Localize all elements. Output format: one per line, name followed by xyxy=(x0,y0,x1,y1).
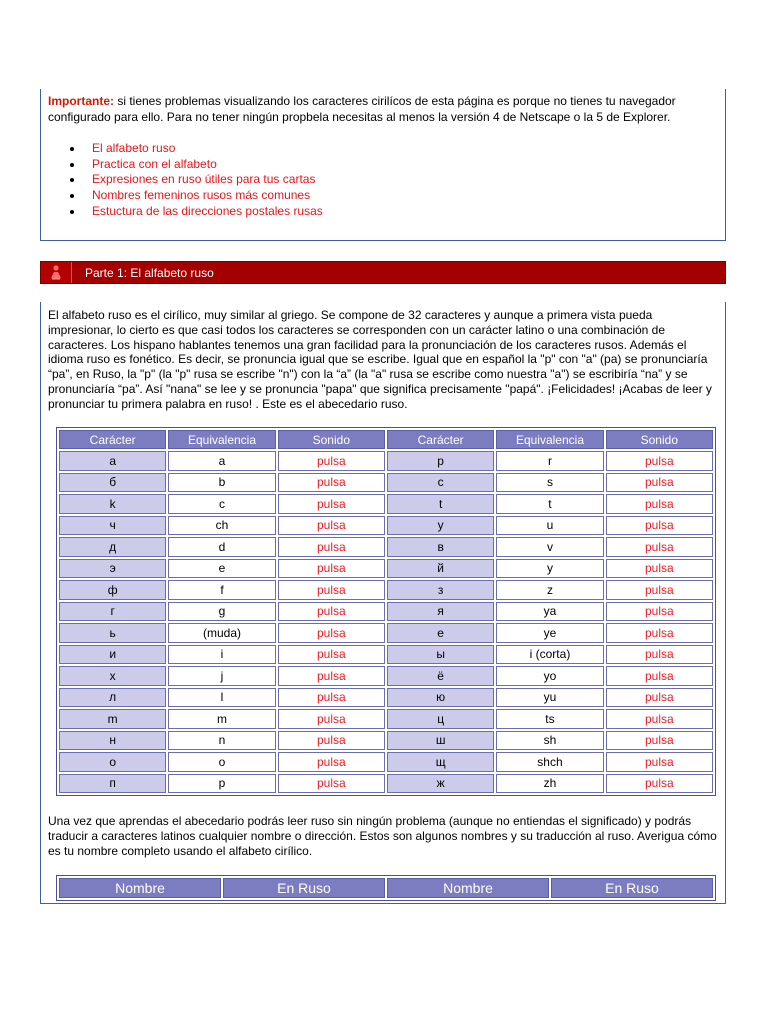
latin-equivalent: yo xyxy=(496,666,603,686)
important-note xyxy=(48,94,718,125)
cyrillic-character: t xyxy=(387,494,494,514)
latin-equivalent: m xyxy=(168,709,275,729)
table-row xyxy=(59,688,713,708)
latin-equivalent: r xyxy=(496,451,603,471)
sound-link[interactable]: pulsa xyxy=(606,645,713,665)
cyrillic-character: ф xyxy=(59,580,166,600)
sound-link[interactable]: pulsa xyxy=(278,752,385,772)
header-caracter: Carácter xyxy=(59,430,166,449)
header-en-ruso: En Ruso xyxy=(223,878,385,898)
header-equivalencia: Equivalencia xyxy=(496,430,603,449)
cyrillic-character: и xyxy=(59,645,166,665)
latin-equivalent: e xyxy=(168,559,275,579)
latin-equivalent: b xyxy=(168,473,275,493)
cyrillic-character: ё xyxy=(387,666,494,686)
important-label: Importante: xyxy=(48,94,114,108)
cyrillic-character: д xyxy=(59,537,166,557)
latin-equivalent: j xyxy=(168,666,275,686)
bullet-icon xyxy=(70,210,74,214)
table-row xyxy=(59,537,713,557)
intro-box xyxy=(40,89,726,241)
latin-equivalent: v xyxy=(496,537,603,557)
latin-equivalent: p xyxy=(168,774,275,794)
table-row xyxy=(59,774,713,794)
bullet-icon xyxy=(70,147,74,151)
cyrillic-character: ы xyxy=(387,645,494,665)
table-row xyxy=(59,580,713,600)
table-row xyxy=(59,731,713,751)
sound-link[interactable]: pulsa xyxy=(278,494,385,514)
sound-link[interactable]: pulsa xyxy=(278,580,385,600)
cyrillic-character: з xyxy=(387,580,494,600)
sound-link[interactable]: pulsa xyxy=(278,688,385,708)
latin-equivalent: f xyxy=(168,580,275,600)
latin-equivalent: ch xyxy=(168,516,275,536)
latin-equivalent: sh xyxy=(496,731,603,751)
latin-equivalent: g xyxy=(168,602,275,622)
table-row xyxy=(59,473,713,493)
sound-link[interactable]: pulsa xyxy=(606,688,713,708)
latin-equivalent: ts xyxy=(496,709,603,729)
sound-link[interactable]: pulsa xyxy=(606,602,713,622)
sound-link[interactable]: pulsa xyxy=(278,731,385,751)
names-header-row xyxy=(59,878,713,898)
alphabet-table-body xyxy=(59,451,713,793)
latin-equivalent: l xyxy=(168,688,275,708)
person-icon xyxy=(41,262,72,283)
link-expresiones[interactable]: Expresiones en ruso útiles para tus cartas xyxy=(70,172,323,188)
latin-equivalent: o xyxy=(168,752,275,772)
cyrillic-character: у xyxy=(387,516,494,536)
bullet-icon xyxy=(70,163,74,167)
cyrillic-character: с xyxy=(387,473,494,493)
cyrillic-character: н xyxy=(59,731,166,751)
latin-equivalent: shch xyxy=(496,752,603,772)
alphabet-table xyxy=(56,427,716,796)
latin-equivalent: ye xyxy=(496,623,603,643)
latin-equivalent: z xyxy=(496,580,603,600)
header-caracter: Carácter xyxy=(387,430,494,449)
content-box xyxy=(40,302,726,904)
table-row xyxy=(59,752,713,772)
cyrillic-character: k xyxy=(59,494,166,514)
latin-equivalent: y xyxy=(496,559,603,579)
header-nombre: Nombre xyxy=(387,878,549,898)
table-row xyxy=(59,494,713,514)
cyrillic-character: ц xyxy=(387,709,494,729)
table-row xyxy=(59,451,713,471)
latin-equivalent: i (corta) xyxy=(496,645,603,665)
topic-links xyxy=(70,141,323,220)
sound-link[interactable]: pulsa xyxy=(606,623,713,643)
names-intro-paragraph: Una vez que aprendas el abecedario podrás leer ruso sin ningún problema (aunque no entiendas el significado) y podrás traducir a caracteres latinos cualquier nombre o dirección. Estos son algunos nombres y su traducción al ruso. Averigua cómo es tu nombre completo usando el alfabeto cirílico. xyxy=(48,814,717,858)
header-sonido: Sonido xyxy=(278,430,385,449)
latin-equivalent: (muda) xyxy=(168,623,275,643)
header-sonido: Sonido xyxy=(606,430,713,449)
cyrillic-character: р xyxy=(387,451,494,471)
cyrillic-character: х xyxy=(59,666,166,686)
latin-equivalent: s xyxy=(496,473,603,493)
cyrillic-character: э xyxy=(59,559,166,579)
latin-equivalent: a xyxy=(168,451,275,471)
section-title: Parte 1: El alfabeto ruso xyxy=(85,266,214,280)
table-header-row xyxy=(59,430,713,449)
sound-link[interactable]: pulsa xyxy=(278,774,385,794)
sound-link[interactable]: pulsa xyxy=(278,451,385,471)
sound-link[interactable]: pulsa xyxy=(278,473,385,493)
section-header xyxy=(40,261,726,284)
table-row xyxy=(59,516,713,536)
latin-equivalent: n xyxy=(168,731,275,751)
cyrillic-character: ю xyxy=(387,688,494,708)
sound-link[interactable]: pulsa xyxy=(606,494,713,514)
table-row xyxy=(59,623,713,643)
sound-link[interactable]: pulsa xyxy=(278,709,385,729)
sound-link[interactable]: pulsa xyxy=(606,451,713,471)
sound-link[interactable]: pulsa xyxy=(278,516,385,536)
latin-equivalent: u xyxy=(496,516,603,536)
bullet-icon xyxy=(70,194,74,198)
cyrillic-character: п xyxy=(59,774,166,794)
latin-equivalent: zh xyxy=(496,774,603,794)
header-equivalencia: Equivalencia xyxy=(168,430,275,449)
table-row xyxy=(59,602,713,622)
cyrillic-character: ж xyxy=(387,774,494,794)
cyrillic-character: ч xyxy=(59,516,166,536)
sound-link[interactable]: pulsa xyxy=(606,537,713,557)
bullet-icon xyxy=(70,178,74,182)
link-alfabeto-ruso[interactable]: El alfabeto ruso xyxy=(70,141,323,157)
latin-equivalent: yu xyxy=(496,688,603,708)
important-text: si tienes problemas visualizando los caracteres cirilícos de esta página es porque no tienes tu navegador configurado para ello. Para no tener ningún propbela necesitas al menos la versión 4 de Netscape o la 5 de Explorer. xyxy=(48,94,676,124)
cyrillic-character: б xyxy=(59,473,166,493)
sound-link[interactable]: pulsa xyxy=(606,752,713,772)
cyrillic-character: а xyxy=(59,451,166,471)
sound-link[interactable]: pulsa xyxy=(278,645,385,665)
latin-equivalent: i xyxy=(168,645,275,665)
table-row xyxy=(59,645,713,665)
sound-link[interactable]: pulsa xyxy=(278,602,385,622)
header-en-ruso: En Ruso xyxy=(551,878,713,898)
cyrillic-character: ь xyxy=(59,623,166,643)
sound-link[interactable]: pulsa xyxy=(606,774,713,794)
cyrillic-character: щ xyxy=(387,752,494,772)
sound-link[interactable]: pulsa xyxy=(606,580,713,600)
sound-link[interactable]: pulsa xyxy=(606,559,713,579)
sound-link[interactable]: pulsa xyxy=(606,666,713,686)
cyrillic-character: й xyxy=(387,559,494,579)
header-nombre: Nombre xyxy=(59,878,221,898)
sound-link[interactable]: pulsa xyxy=(278,666,385,686)
sound-link[interactable]: pulsa xyxy=(278,537,385,557)
cyrillic-character: в xyxy=(387,537,494,557)
table-row xyxy=(59,559,713,579)
latin-equivalent: ya xyxy=(496,602,603,622)
latin-equivalent: t xyxy=(496,494,603,514)
latin-equivalent: d xyxy=(168,537,275,557)
sound-link[interactable]: pulsa xyxy=(278,559,385,579)
cyrillic-character: m xyxy=(59,709,166,729)
alphabet-intro-paragraph: El alfabeto ruso es el cirílico, muy similar al griego. Se compone de 32 caracteres y aunque a primera vista pueda impresionar, lo cierto es que casi todos los caracteres se corresponden con un carácter latino o una combinación de caracteres. Los hispano hablantes tenemos una gran facilidad para la pronunciación de los caracteres rusos. Además el idioma ruso es fonético. Es decir, se pronuncia igual que se escribe. Igual que en español la "p" con "a" (pa) se pronunciaría “pa”, en Ruso, la "p" (la "p" rusa se escribe "n") con la “a” (la "a" rusa se escribe como nuestra "a") se escribiría “na” y se pronunciaría “pa”. Así "nana" se lee y se pronuncia "papa" que significa precisamente "papá". ¡Felicidades! ¡Acabas de leer y pronunciar tu primera palabra en ruso! . Este es el abecedario ruso. xyxy=(48,308,712,411)
table-row xyxy=(59,666,713,686)
cyrillic-character: е xyxy=(387,623,494,643)
sound-link[interactable]: pulsa xyxy=(606,731,713,751)
cyrillic-character: г xyxy=(59,602,166,622)
cyrillic-character: о xyxy=(59,752,166,772)
names-table xyxy=(56,875,716,901)
sound-link[interactable]: pulsa xyxy=(278,623,385,643)
link-direcciones[interactable]: Estuctura de las direcciones postales rusas xyxy=(70,204,323,220)
sound-link[interactable]: pulsa xyxy=(606,516,713,536)
cyrillic-character: я xyxy=(387,602,494,622)
sound-link[interactable]: pulsa xyxy=(606,473,713,493)
latin-equivalent: c xyxy=(168,494,275,514)
link-nombres-femeninos[interactable]: Nombres femeninos rusos más comunes xyxy=(70,188,323,204)
sound-link[interactable]: pulsa xyxy=(606,709,713,729)
table-row xyxy=(59,709,713,729)
link-practica[interactable]: Practica con el alfabeto xyxy=(70,157,323,173)
cyrillic-character: ш xyxy=(387,731,494,751)
cyrillic-character: л xyxy=(59,688,166,708)
